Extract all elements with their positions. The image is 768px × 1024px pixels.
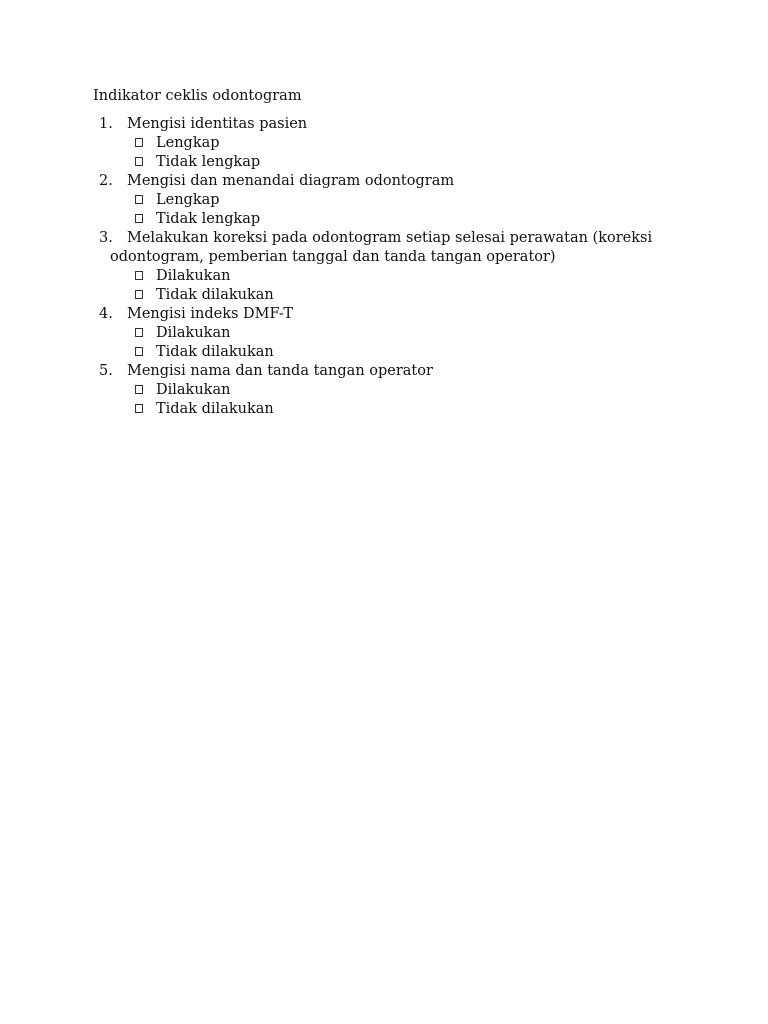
option-row	[0, 267, 768, 286]
option-label: Tidak lengkap	[156, 211, 261, 227]
checkbox-icon[interactable]	[135, 157, 143, 166]
checkbox-icon[interactable]	[135, 404, 143, 413]
checklist-item	[0, 229, 768, 248]
option-label: Dilakukan	[156, 382, 231, 398]
item-text: Melakukan koreksi pada odontogram setiap selesai perawatan (koreksi	[127, 230, 653, 246]
item-text: Mengisi indeks DMF-T	[127, 306, 293, 322]
option-row	[0, 153, 768, 172]
option-label: Tidak lengkap	[156, 154, 261, 170]
option-row	[0, 210, 768, 229]
option-label: Tidak dilakukan	[156, 287, 274, 303]
item-text: Mengisi dan menandai diagram odontogram	[127, 173, 455, 189]
item-number: 2.	[99, 173, 113, 189]
checklist	[0, 115, 768, 419]
option-label: Lengkap	[156, 192, 220, 208]
option-row	[0, 286, 768, 305]
item-number: 1.	[99, 116, 113, 132]
item-number: 5.	[99, 363, 113, 379]
option-row	[0, 381, 768, 400]
checkbox-icon[interactable]	[135, 290, 143, 299]
option-row	[0, 400, 768, 419]
checkbox-icon[interactable]	[135, 195, 143, 204]
option-label: Tidak dilakukan	[156, 401, 274, 417]
checklist-item	[0, 362, 768, 381]
checkbox-icon[interactable]	[135, 271, 143, 280]
option-label: Dilakukan	[156, 268, 231, 284]
option-row	[0, 191, 768, 210]
checkbox-icon[interactable]	[135, 214, 143, 223]
item-text: Mengisi identitas pasien	[127, 116, 308, 132]
checklist-item	[0, 172, 768, 191]
checklist-item	[0, 305, 768, 324]
checklist-item	[0, 115, 768, 134]
checkbox-icon[interactable]	[135, 328, 143, 337]
checkbox-icon[interactable]	[135, 385, 143, 394]
checkbox-icon[interactable]	[135, 347, 143, 356]
option-label: Tidak dilakukan	[156, 344, 274, 360]
option-label: Lengkap	[156, 135, 220, 151]
item-continuation	[0, 248, 768, 267]
option-row	[0, 343, 768, 362]
checkbox-icon[interactable]	[135, 138, 143, 147]
item-number: 3.	[99, 230, 113, 246]
document-title: Indikator ceklis odontogram	[93, 88, 302, 104]
option-row	[0, 324, 768, 343]
item-number: 4.	[99, 306, 113, 322]
option-label: Dilakukan	[156, 325, 231, 341]
item-continuation-text: odontogram, pemberian tanggal dan tanda tangan operator)	[110, 249, 556, 265]
item-text: Mengisi nama dan tanda tangan operator	[127, 363, 433, 379]
option-row	[0, 134, 768, 153]
